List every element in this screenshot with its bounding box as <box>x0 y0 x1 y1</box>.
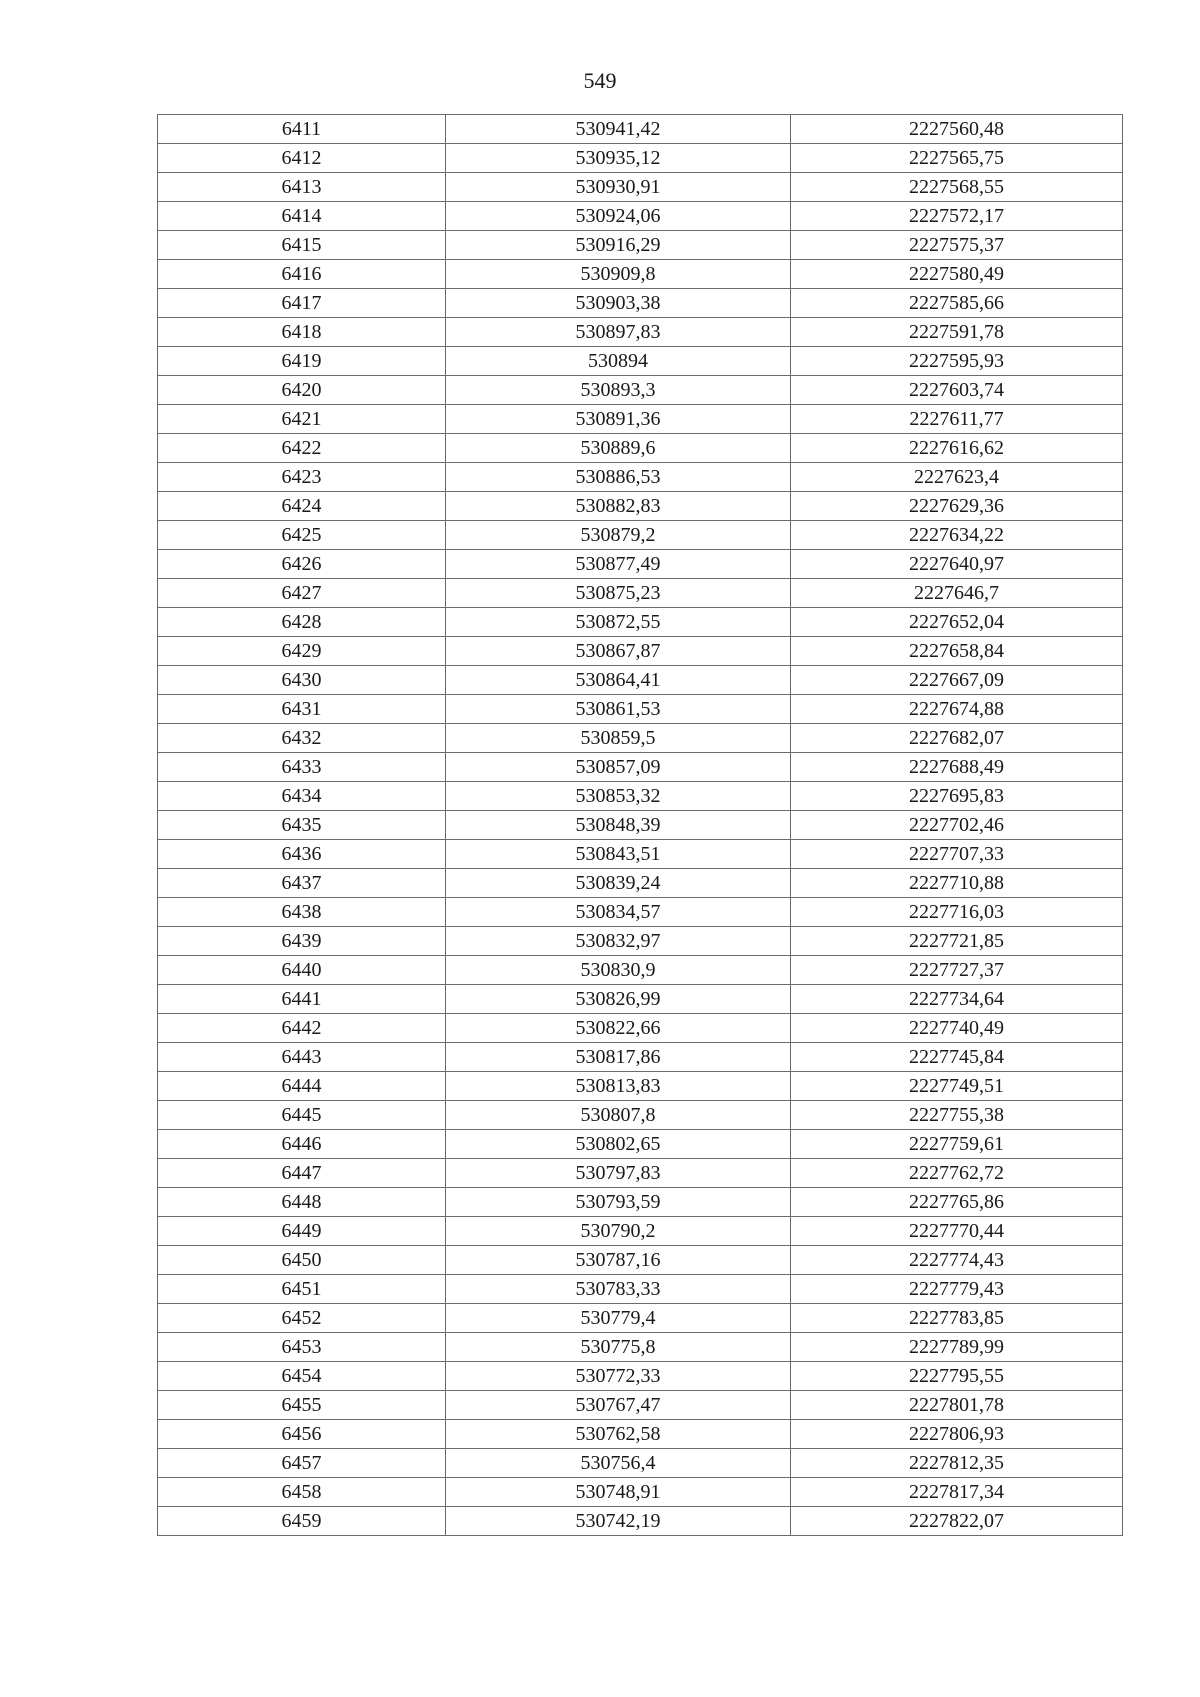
x-coordinate-cell: 530787,16 <box>446 1246 791 1275</box>
y-coordinate-cell: 2227759,61 <box>791 1130 1123 1159</box>
coordinates-table-body <box>158 115 1123 1536</box>
table-row <box>158 492 1123 521</box>
point-number-cell: 6452 <box>158 1304 446 1333</box>
y-coordinate-cell: 2227755,38 <box>791 1101 1123 1130</box>
y-coordinate-cell: 2227716,03 <box>791 898 1123 927</box>
y-coordinate-cell: 2227580,49 <box>791 260 1123 289</box>
table-row <box>158 1130 1123 1159</box>
point-number-cell: 6454 <box>158 1362 446 1391</box>
x-coordinate-cell: 530779,4 <box>446 1304 791 1333</box>
y-coordinate-cell: 2227595,93 <box>791 347 1123 376</box>
y-coordinate-cell: 2227695,83 <box>791 782 1123 811</box>
y-coordinate-cell: 2227789,99 <box>791 1333 1123 1362</box>
point-number-cell: 6416 <box>158 260 446 289</box>
x-coordinate-cell: 530853,32 <box>446 782 791 811</box>
x-coordinate-cell: 530889,6 <box>446 434 791 463</box>
x-coordinate-cell: 530872,55 <box>446 608 791 637</box>
table-row <box>158 1188 1123 1217</box>
point-number-cell: 6411 <box>158 115 446 144</box>
x-coordinate-cell: 530857,09 <box>446 753 791 782</box>
table-row <box>158 1101 1123 1130</box>
x-coordinate-cell: 530861,53 <box>446 695 791 724</box>
table-row <box>158 173 1123 202</box>
x-coordinate-cell: 530807,8 <box>446 1101 791 1130</box>
table-row <box>158 1246 1123 1275</box>
table-row <box>158 840 1123 869</box>
y-coordinate-cell: 2227658,84 <box>791 637 1123 666</box>
point-number-cell: 6420 <box>158 376 446 405</box>
x-coordinate-cell: 530916,29 <box>446 231 791 260</box>
table-row <box>158 637 1123 666</box>
y-coordinate-cell: 2227667,09 <box>791 666 1123 695</box>
point-number-cell: 6437 <box>158 869 446 898</box>
y-coordinate-cell: 2227710,88 <box>791 869 1123 898</box>
x-coordinate-cell: 530834,57 <box>446 898 791 927</box>
table-row <box>158 985 1123 1014</box>
point-number-cell: 6431 <box>158 695 446 724</box>
point-number-cell: 6444 <box>158 1072 446 1101</box>
x-coordinate-cell: 530891,36 <box>446 405 791 434</box>
point-number-cell: 6455 <box>158 1391 446 1420</box>
table-row <box>158 1217 1123 1246</box>
x-coordinate-cell: 530762,58 <box>446 1420 791 1449</box>
y-coordinate-cell: 2227740,49 <box>791 1014 1123 1043</box>
point-number-cell: 6415 <box>158 231 446 260</box>
point-number-cell: 6457 <box>158 1449 446 1478</box>
point-number-cell: 6433 <box>158 753 446 782</box>
table-row <box>158 1362 1123 1391</box>
y-coordinate-cell: 2227682,07 <box>791 724 1123 753</box>
table-row <box>158 115 1123 144</box>
x-coordinate-cell: 530817,86 <box>446 1043 791 1072</box>
x-coordinate-cell: 530793,59 <box>446 1188 791 1217</box>
x-coordinate-cell: 530783,33 <box>446 1275 791 1304</box>
point-number-cell: 6414 <box>158 202 446 231</box>
table-row <box>158 434 1123 463</box>
x-coordinate-cell: 530790,2 <box>446 1217 791 1246</box>
y-coordinate-cell: 2227762,72 <box>791 1159 1123 1188</box>
x-coordinate-cell: 530748,91 <box>446 1478 791 1507</box>
table-row <box>158 347 1123 376</box>
table-row <box>158 1275 1123 1304</box>
point-number-cell: 6438 <box>158 898 446 927</box>
y-coordinate-cell: 2227634,22 <box>791 521 1123 550</box>
x-coordinate-cell: 530897,83 <box>446 318 791 347</box>
y-coordinate-cell: 2227770,44 <box>791 1217 1123 1246</box>
y-coordinate-cell: 2227702,46 <box>791 811 1123 840</box>
y-coordinate-cell: 2227727,37 <box>791 956 1123 985</box>
y-coordinate-cell: 2227783,85 <box>791 1304 1123 1333</box>
point-number-cell: 6430 <box>158 666 446 695</box>
y-coordinate-cell: 2227774,43 <box>791 1246 1123 1275</box>
point-number-cell: 6447 <box>158 1159 446 1188</box>
point-number-cell: 6418 <box>158 318 446 347</box>
point-number-cell: 6436 <box>158 840 446 869</box>
point-number-cell: 6412 <box>158 144 446 173</box>
point-number-cell: 6450 <box>158 1246 446 1275</box>
point-number-cell: 6448 <box>158 1188 446 1217</box>
point-number-cell: 6427 <box>158 579 446 608</box>
y-coordinate-cell: 2227795,55 <box>791 1362 1123 1391</box>
table-row <box>158 608 1123 637</box>
x-coordinate-cell: 530822,66 <box>446 1014 791 1043</box>
table-row <box>158 695 1123 724</box>
y-coordinate-cell: 2227640,97 <box>791 550 1123 579</box>
x-coordinate-cell: 530930,91 <box>446 173 791 202</box>
x-coordinate-cell: 530772,33 <box>446 1362 791 1391</box>
point-number-cell: 6459 <box>158 1507 446 1536</box>
table-row <box>158 869 1123 898</box>
x-coordinate-cell: 530848,39 <box>446 811 791 840</box>
table-row <box>158 782 1123 811</box>
point-number-cell: 6423 <box>158 463 446 492</box>
y-coordinate-cell: 2227560,48 <box>791 115 1123 144</box>
point-number-cell: 6440 <box>158 956 446 985</box>
y-coordinate-cell: 2227734,64 <box>791 985 1123 1014</box>
table-row <box>158 318 1123 347</box>
point-number-cell: 6435 <box>158 811 446 840</box>
table-row <box>158 521 1123 550</box>
table-row <box>158 260 1123 289</box>
x-coordinate-cell: 530830,9 <box>446 956 791 985</box>
point-number-cell: 6453 <box>158 1333 446 1362</box>
y-coordinate-cell: 2227721,85 <box>791 927 1123 956</box>
x-coordinate-cell: 530894 <box>446 347 791 376</box>
y-coordinate-cell: 2227707,33 <box>791 840 1123 869</box>
table-row <box>158 724 1123 753</box>
point-number-cell: 6446 <box>158 1130 446 1159</box>
point-number-cell: 6425 <box>158 521 446 550</box>
point-number-cell: 6458 <box>158 1478 446 1507</box>
point-number-cell: 6432 <box>158 724 446 753</box>
table-row <box>158 1507 1123 1536</box>
x-coordinate-cell: 530767,47 <box>446 1391 791 1420</box>
y-coordinate-cell: 2227575,37 <box>791 231 1123 260</box>
table-row <box>158 289 1123 318</box>
point-number-cell: 6434 <box>158 782 446 811</box>
table-row <box>158 1304 1123 1333</box>
point-number-cell: 6421 <box>158 405 446 434</box>
x-coordinate-cell: 530775,8 <box>446 1333 791 1362</box>
table-row <box>158 666 1123 695</box>
y-coordinate-cell: 2227572,17 <box>791 202 1123 231</box>
page-number: 549 <box>583 68 617 93</box>
y-coordinate-cell: 2227603,74 <box>791 376 1123 405</box>
y-coordinate-cell: 2227674,88 <box>791 695 1123 724</box>
point-number-cell: 6443 <box>158 1043 446 1072</box>
point-number-cell: 6445 <box>158 1101 446 1130</box>
table-row <box>158 1014 1123 1043</box>
x-coordinate-cell: 530839,24 <box>446 869 791 898</box>
table-row <box>158 144 1123 173</box>
y-coordinate-cell: 2227749,51 <box>791 1072 1123 1101</box>
x-coordinate-cell: 530903,38 <box>446 289 791 318</box>
point-number-cell: 6424 <box>158 492 446 521</box>
x-coordinate-cell: 530843,51 <box>446 840 791 869</box>
table-row <box>158 1391 1123 1420</box>
point-number-cell: 6451 <box>158 1275 446 1304</box>
point-number-cell: 6422 <box>158 434 446 463</box>
y-coordinate-cell: 2227765,86 <box>791 1188 1123 1217</box>
y-coordinate-cell: 2227585,66 <box>791 289 1123 318</box>
table-row <box>158 1159 1123 1188</box>
y-coordinate-cell: 2227688,49 <box>791 753 1123 782</box>
x-coordinate-cell: 530797,83 <box>446 1159 791 1188</box>
x-coordinate-cell: 530756,4 <box>446 1449 791 1478</box>
y-coordinate-cell: 2227646,7 <box>791 579 1123 608</box>
y-coordinate-cell: 2227623,4 <box>791 463 1123 492</box>
y-coordinate-cell: 2227591,78 <box>791 318 1123 347</box>
y-coordinate-cell: 2227779,43 <box>791 1275 1123 1304</box>
y-coordinate-cell: 2227611,77 <box>791 405 1123 434</box>
table-row <box>158 927 1123 956</box>
y-coordinate-cell: 2227565,75 <box>791 144 1123 173</box>
x-coordinate-cell: 530859,5 <box>446 724 791 753</box>
point-number-cell: 6439 <box>158 927 446 956</box>
table-row <box>158 811 1123 840</box>
point-number-cell: 6442 <box>158 1014 446 1043</box>
y-coordinate-cell: 2227629,36 <box>791 492 1123 521</box>
x-coordinate-cell: 530893,3 <box>446 376 791 405</box>
x-coordinate-cell: 530886,53 <box>446 463 791 492</box>
y-coordinate-cell: 2227822,07 <box>791 1507 1123 1536</box>
table-row <box>158 550 1123 579</box>
point-number-cell: 6413 <box>158 173 446 202</box>
x-coordinate-cell: 530867,87 <box>446 637 791 666</box>
x-coordinate-cell: 530924,06 <box>446 202 791 231</box>
x-coordinate-cell: 530864,41 <box>446 666 791 695</box>
x-coordinate-cell: 530832,97 <box>446 927 791 956</box>
y-coordinate-cell: 2227817,34 <box>791 1478 1123 1507</box>
y-coordinate-cell: 2227652,04 <box>791 608 1123 637</box>
coordinates-table <box>157 114 1123 1536</box>
table-row <box>158 1449 1123 1478</box>
y-coordinate-cell: 2227616,62 <box>791 434 1123 463</box>
x-coordinate-cell: 530879,2 <box>446 521 791 550</box>
point-number-cell: 6417 <box>158 289 446 318</box>
x-coordinate-cell: 530877,49 <box>446 550 791 579</box>
table-row <box>158 1043 1123 1072</box>
point-number-cell: 6428 <box>158 608 446 637</box>
y-coordinate-cell: 2227812,35 <box>791 1449 1123 1478</box>
x-coordinate-cell: 530882,83 <box>446 492 791 521</box>
table-row <box>158 898 1123 927</box>
y-coordinate-cell: 2227745,84 <box>791 1043 1123 1072</box>
x-coordinate-cell: 530826,99 <box>446 985 791 1014</box>
point-number-cell: 6449 <box>158 1217 446 1246</box>
y-coordinate-cell: 2227801,78 <box>791 1391 1123 1420</box>
y-coordinate-cell: 2227568,55 <box>791 173 1123 202</box>
table-row <box>158 1072 1123 1101</box>
table-row <box>158 1478 1123 1507</box>
table-row <box>158 956 1123 985</box>
table-row <box>158 1420 1123 1449</box>
x-coordinate-cell: 530802,65 <box>446 1130 791 1159</box>
point-number-cell: 6456 <box>158 1420 446 1449</box>
point-number-cell: 6426 <box>158 550 446 579</box>
table-row <box>158 376 1123 405</box>
x-coordinate-cell: 530909,8 <box>446 260 791 289</box>
x-coordinate-cell: 530742,19 <box>446 1507 791 1536</box>
x-coordinate-cell: 530813,83 <box>446 1072 791 1101</box>
x-coordinate-cell: 530935,12 <box>446 144 791 173</box>
table-row <box>158 231 1123 260</box>
table-row <box>158 753 1123 782</box>
x-coordinate-cell: 530941,42 <box>446 115 791 144</box>
point-number-cell: 6419 <box>158 347 446 376</box>
table-row <box>158 202 1123 231</box>
point-number-cell: 6441 <box>158 985 446 1014</box>
table-row <box>158 1333 1123 1362</box>
x-coordinate-cell: 530875,23 <box>446 579 791 608</box>
table-row <box>158 579 1123 608</box>
y-coordinate-cell: 2227806,93 <box>791 1420 1123 1449</box>
table-row <box>158 405 1123 434</box>
table-row <box>158 463 1123 492</box>
point-number-cell: 6429 <box>158 637 446 666</box>
